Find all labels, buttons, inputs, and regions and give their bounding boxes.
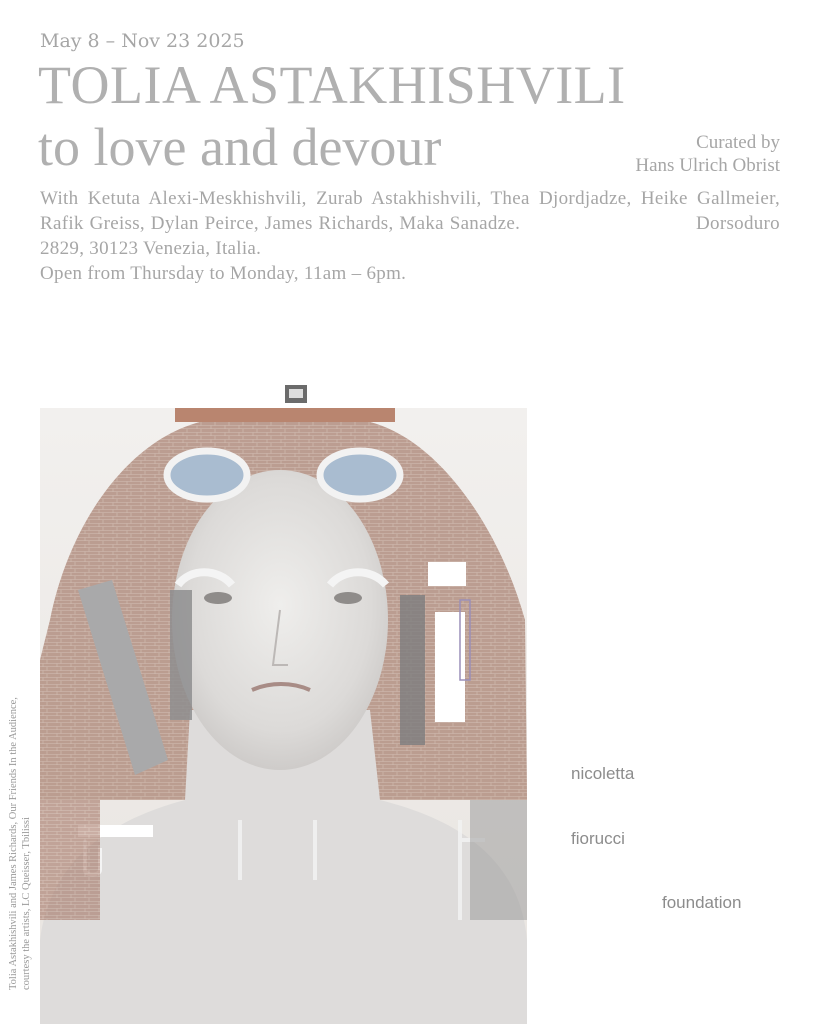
foundation-word-foundation: foundation bbox=[662, 893, 742, 912]
address-text: Dorsoduro 2829, 30123 Venezia, Italia. bbox=[40, 213, 780, 259]
exhibition-dates: May 8 – Nov 23 2025 bbox=[40, 30, 245, 52]
foundation-word-fiorucci: fiorucci bbox=[571, 829, 625, 848]
artist-name: TOLIA ASTAKHISHVILI bbox=[38, 55, 626, 115]
exhibition-info bbox=[40, 186, 780, 286]
curator-name: Hans Ulrich Obrist bbox=[635, 155, 780, 176]
curator-block bbox=[635, 131, 780, 177]
artwork-image bbox=[40, 380, 527, 1024]
curated-by-label: Curated by bbox=[696, 132, 780, 153]
opening-hours: Open from Thursday to Monday, 11am – 6pm. bbox=[40, 263, 407, 284]
exhibition-title: to love and devour bbox=[38, 117, 442, 177]
credit-line-1: Tolia Astakhishvili and James Richards, Our Friends In the Audience, bbox=[8, 697, 19, 990]
participants-text: With Ketuta Alexi-Meskhishvili, Zurab Astakhishvili, Thea Djordjadze, Heike Gallmeier, Rafik Greiss, Dylan Peirce, James Richards, Maka Sanadze. bbox=[40, 188, 780, 234]
foundation-word-nicoletta: nicoletta bbox=[571, 764, 635, 783]
image-credit bbox=[7, 570, 33, 990]
credit-line-2: courtesy the artists, LC Queisser, Tbilissi bbox=[21, 817, 32, 990]
